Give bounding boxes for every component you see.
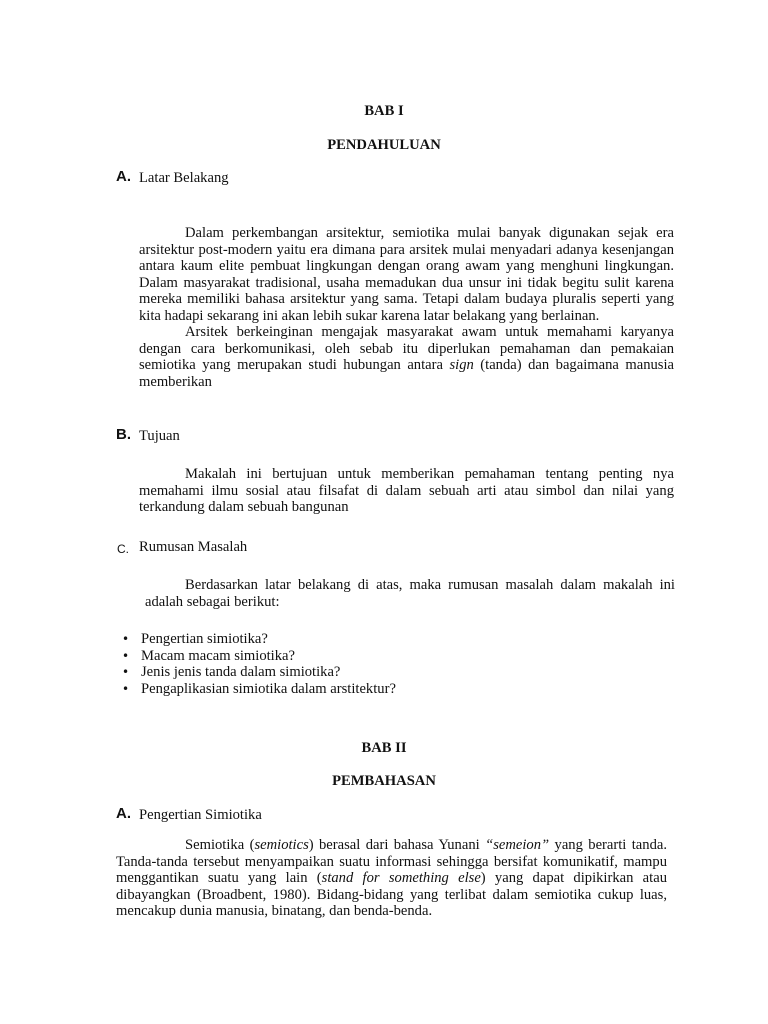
section-body	[139, 225, 674, 390]
italic-term: “semeion”	[485, 837, 550, 853]
section-body	[139, 466, 674, 516]
question-list	[122, 631, 396, 697]
section-heading: Latar Belakang	[139, 170, 229, 186]
section-letter: A.	[116, 168, 131, 185]
paragraph: Dalam perkembangan arsitektur, semiotika mulai banyak digunakan sejak era arsitektur post-modern yaitu era dimana para arsitek mulai menyadari adanya kesenjangan antara kaum elite pembuat lingkungan dengan orang awam yang menghuni lingkungan. Dalam masyarakat tradisional, usaha memadukan dua unsur ini tidak begitu sulit karena mereka memiliki bahasa arsitektur yang sama. Tetapi dalam budaya pluralis seperti yang kita hadapi sekarang ini akan lebih sukar karena latar belakang yang berlainan.	[139, 225, 674, 324]
section-letter: B.	[116, 426, 131, 443]
section-heading: Pengertian Simiotika	[139, 807, 262, 823]
italic-term: sign	[449, 357, 474, 373]
paragraph: Makalah ini bertujuan untuk memberikan pemahaman tentang penting nya memahami ilmu sosial atau filsafat di dalam sebuah arti atau simbol dan nilai yang terkandung dalam sebuah bangunan	[139, 466, 674, 515]
paragraph: Arsitek berkeinginan mengajak masyarakat awam untuk memahami karyanya dengan cara berkomunikasi, oleh sebab itu diperlukan pemahaman dan pemakaian semiotika yang merupakan studi hubungan antara sign (tanda) dan bagaimana manusia memberikan	[139, 324, 674, 390]
list-item: • Pengertian simiotika?	[122, 631, 396, 648]
section-heading: Rumusan Masalah	[139, 539, 248, 555]
paragraph: adalah sebagai berikut:	[145, 594, 280, 610]
chapter-title: PEMBAHASAN	[332, 773, 436, 789]
paragraph: Berdasarkan latar belakang di atas, maka rumusan masalah dalam makalah ini	[185, 577, 675, 593]
chapter-label: BAB II	[361, 740, 407, 756]
italic-term: stand for something else	[321, 870, 481, 886]
section-letter: A.	[116, 805, 131, 822]
italic-term: semiotics	[254, 837, 309, 853]
section-letter: C.	[117, 542, 129, 556]
list-item: • Macam macam simiotika?	[122, 648, 396, 665]
paragraph: Semiotika (semiotics) berasal dari bahasa Yunani “semeion” yang berarti tanda. Tanda-tanda tersebut menyampaikan suatu informasi sehingga bersifat komunikatif, mampu menggantikan suatu yang lain (stand for something else) yang dapat dipikirkan atau dibayangkan (Broadbent, 1980). Bidang-bidang yang terlibat dalam semiotika cukup luas, mencakup dunia manusia, binatang, dan benda-benda.	[116, 837, 667, 919]
chapter-label: BAB I	[364, 103, 404, 119]
list-item: • Pengaplikasian simiotika dalam arstitektur?	[122, 681, 396, 698]
chapter-title: PENDAHULUAN	[327, 137, 441, 153]
list-item: • Jenis jenis tanda dalam simiotika?	[122, 664, 396, 681]
section-heading: Tujuan	[139, 428, 180, 444]
section-body	[116, 837, 667, 920]
